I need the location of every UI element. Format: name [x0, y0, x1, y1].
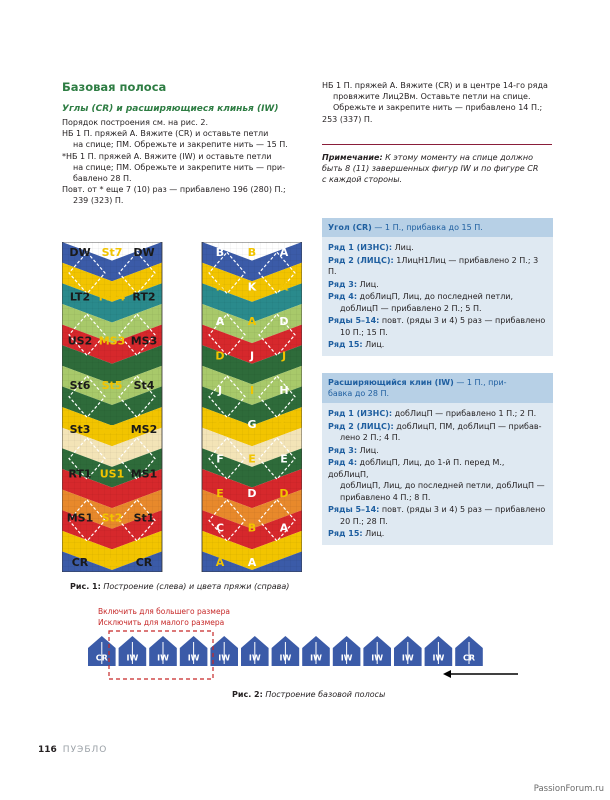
box-label: IW [371, 653, 384, 663]
chart-label: MS1 [130, 467, 158, 481]
chart-label: K [279, 280, 289, 294]
chart-label: J [217, 383, 223, 397]
chart-label: LT2 [69, 290, 91, 304]
panel-row [328, 315, 547, 338]
chart-label: F [216, 452, 224, 466]
row-continuation: добЛицП — прибавлено 2 П.; 5 П. [340, 303, 482, 313]
row-text: повт. (ряды 3 и 4) 5 раз — прибавлено [379, 316, 546, 326]
chart-label: A [279, 246, 289, 259]
panel-row [328, 457, 547, 503]
chart-label: MS3 [98, 334, 126, 348]
row-text: добЛицП, Лиц, до последней петли, [357, 292, 514, 302]
chart-label: A [279, 521, 289, 535]
include-larger-note: Включить для большего размера [98, 607, 230, 616]
row-text: 1ЛицН1Лиц — прибавлено 2 П.; 3 П. [328, 255, 539, 277]
chart-label: H [279, 383, 289, 397]
construction-chart [62, 242, 162, 572]
caption-text: Построение базовой полосы [262, 690, 386, 699]
figure-2-caption [232, 690, 385, 699]
chart-label: St2 [101, 511, 123, 525]
instruction-line: 253 (337) П. [322, 114, 373, 124]
note-text: с каждой стороны. [322, 175, 403, 185]
instruction-line: Обрежьте и закрепите нить — прибавлено 14 П.; [333, 103, 543, 113]
chart-label: MS3 [130, 334, 158, 348]
row-continuation: добЛицП, Лиц, до последней петли, добЛицП — [340, 481, 545, 491]
caption-text: Построение (слева) и цвета пряжи (справа) [100, 582, 290, 591]
chart-label: CR [135, 556, 153, 569]
chart-label: D [279, 314, 289, 328]
chart-label: RT1 [68, 467, 92, 481]
panel-header [322, 218, 553, 237]
chart-label: J [249, 349, 255, 363]
page-footer [38, 745, 107, 755]
chart-label: DW [133, 246, 155, 259]
row-continuation: 10 П.; 15 П. [340, 327, 388, 337]
box-label: CR [95, 653, 108, 663]
chart-label: B [247, 246, 257, 259]
panel-header [322, 373, 553, 403]
page-number: 116 [38, 745, 57, 755]
box-label: IW [218, 653, 231, 663]
chart-label: A [215, 556, 225, 569]
instruction-line: 239 (323) П. [73, 196, 124, 206]
chart-label: A [215, 314, 225, 328]
instruction-line: провяжите Лиц2Вм. Оставьте петли на спице. [333, 92, 531, 102]
row-text: Лиц. [357, 445, 379, 455]
chart-label: C [215, 521, 225, 535]
chart-label: St6 [69, 378, 91, 392]
chart-label: MS4 [98, 290, 126, 304]
corner-cr-panel [322, 218, 553, 356]
row-label: Ряд 3: [328, 445, 358, 455]
box-label: IW [248, 653, 261, 663]
caption-label: Рис. 1: [70, 582, 101, 591]
panel-row [328, 291, 547, 314]
right-instructions [322, 80, 552, 125]
row-label: Ряды 5–14: [328, 316, 380, 326]
chart-label: D [279, 487, 289, 501]
chart-label: D [247, 487, 257, 501]
panel-header-rest: — 1 П., при- [453, 378, 507, 387]
section-name: ПУЭБЛО [62, 745, 108, 755]
instruction-line: НБ 1 П. пряжей А. Вяжите (CR) и в центре 14-го ряда [322, 81, 548, 90]
chart-label: RT2 [132, 290, 156, 304]
panel-row [328, 279, 547, 291]
section-subtitle: Углы (CR) и расширяющиеся клинья (IW) [62, 104, 279, 114]
chart-label: LT1 [101, 423, 123, 437]
instruction-line: на спице; ПМ. Обрежьте и закрепите нить — 15 П. [73, 140, 288, 150]
chart-label: B [247, 521, 257, 535]
chart-label: E [248, 452, 256, 466]
row-text: добЛицП, Лиц, до 1-й П. перед М., добЛицП, [328, 458, 505, 479]
row-text: повт. (ряды 3 и 4) 5 раз — прибавлено [379, 505, 546, 515]
instruction-line: НБ 1 П. пряжей А. Вяжите (CR) и оставьте петли [62, 129, 269, 139]
box-label: CR [462, 653, 476, 663]
box-label: IW [401, 653, 414, 663]
chart-label: MS2 [130, 423, 158, 437]
chart-label: I [249, 383, 255, 397]
row-label: Ряд 3: [328, 279, 358, 289]
row-label: Ряд 2 (ЛИЦС): [328, 255, 394, 265]
section-title: Базовая полоса [62, 80, 167, 94]
exclude-smaller-note: Исключить для малого размера [98, 618, 225, 627]
chart-label: E [216, 487, 224, 501]
box-label: IW [340, 653, 353, 663]
instruction-line: Повт. от * еще 7 (10) раз — прибавлено 196 (280) П.; [62, 185, 286, 195]
chart-label: J [281, 349, 287, 363]
row-label: Ряд 2 (ЛИЦС): [328, 421, 394, 431]
row-continuation: 20 П.; 28 П. [340, 516, 388, 526]
row-text: Лиц. [357, 279, 379, 289]
watermark: PassionForum.ru [533, 784, 604, 794]
box-label: IW [279, 653, 292, 663]
box-label: IW [310, 653, 322, 663]
row-text: Лиц. [392, 243, 414, 253]
increasing-wedge-iw-panel [322, 373, 553, 545]
box-label: IW [187, 653, 200, 663]
chart-label: F [280, 418, 288, 432]
row-label: Ряд 1 (ИЗНС): [328, 243, 393, 253]
row-continuation: прибавлено 4 П.; 8 П. [340, 492, 431, 502]
yarn-color-chart [202, 242, 302, 572]
chart-label: St5 [101, 378, 123, 392]
chart-label: US1 [99, 467, 125, 481]
figure-2 [88, 626, 528, 682]
caption-label: Рис. 2: [232, 690, 263, 699]
chart-label: K [215, 280, 225, 294]
panel-row [328, 445, 547, 457]
note-text: быть 8 (11) завершенных фигур IW и по фигуре CR [322, 164, 539, 174]
chart-label: St3 [69, 423, 91, 437]
chart-label: B [215, 246, 225, 259]
chart-label: A [247, 314, 257, 328]
note-block [322, 152, 552, 186]
note-text: К этому моменту на спице должно [382, 153, 534, 162]
row-label: Ряд 15: [328, 529, 363, 539]
box-label: IW [126, 653, 139, 663]
panel-header-bold: Расширяющийся клин (IW) [328, 378, 454, 387]
chart-label: E [280, 452, 288, 466]
left-instructions [62, 117, 302, 207]
panel-header-rest: — 1 П., прибавка до 15 П. [371, 223, 483, 232]
chart-label: DW [69, 246, 91, 259]
instruction-line: бавлено 28 П. [73, 174, 132, 184]
row-continuation: лено 2 П.; 4 П. [340, 433, 401, 443]
row-label: Ряд 4: [328, 292, 358, 302]
row-text: добЛицП, ПМ, добЛицП — прибав- [393, 421, 542, 431]
chart-label: IW [103, 556, 121, 569]
row-text: Лиц. [362, 340, 385, 350]
chart-label: A [247, 556, 257, 569]
instruction-line: Порядок построения см. на рис. 2. [62, 118, 209, 127]
panel-row [328, 421, 547, 444]
row-label: Ряд 4: [328, 458, 358, 468]
chart-label: St4 [133, 378, 155, 392]
panel-row [328, 408, 547, 420]
box-label: IW [432, 653, 445, 663]
chart-label: St7 [101, 246, 123, 259]
panel-header-bold: Угол (CR) [328, 223, 372, 232]
chart-label: St1 [133, 511, 155, 525]
chart-label: D [215, 349, 225, 363]
figure-1 [62, 242, 302, 572]
panel-rows [322, 403, 553, 545]
row-label: Ряд 15: [328, 340, 363, 350]
chart-label: K [247, 280, 257, 294]
chart-label: G [247, 418, 257, 432]
row-label: Ряд 1 (ИЗНС): [328, 409, 393, 419]
chart-label: G [215, 418, 225, 432]
panel-header-cont: бавка до 28 П. [328, 389, 390, 399]
row-label: Ряды 5–14: [328, 505, 380, 515]
chart-label: US2 [67, 334, 93, 348]
row-text: Лиц. [362, 529, 385, 539]
direction-arrow-head [443, 670, 451, 678]
panel-rows [322, 237, 553, 356]
divider [322, 144, 552, 145]
figure-1-caption [70, 582, 289, 591]
row-text: добЛицП — прибавлено 1 П.; 2 П. [392, 409, 537, 419]
chart-label: CR [71, 556, 89, 569]
panel-row [328, 242, 547, 254]
instruction-line: *НБ 1 П. пряжей А. Вяжите (IW) и оставьте петли [62, 151, 272, 161]
box-label: IW [157, 653, 169, 663]
panel-row [328, 504, 547, 527]
note-label: Примечание: [322, 153, 383, 162]
panel-row [328, 255, 547, 278]
panel-row [328, 339, 547, 351]
chart-label: MS1 [66, 511, 94, 525]
instruction-line: на спице; ПМ. Обрежьте и закрепите нить — при- [73, 162, 285, 172]
panel-row [328, 528, 547, 540]
